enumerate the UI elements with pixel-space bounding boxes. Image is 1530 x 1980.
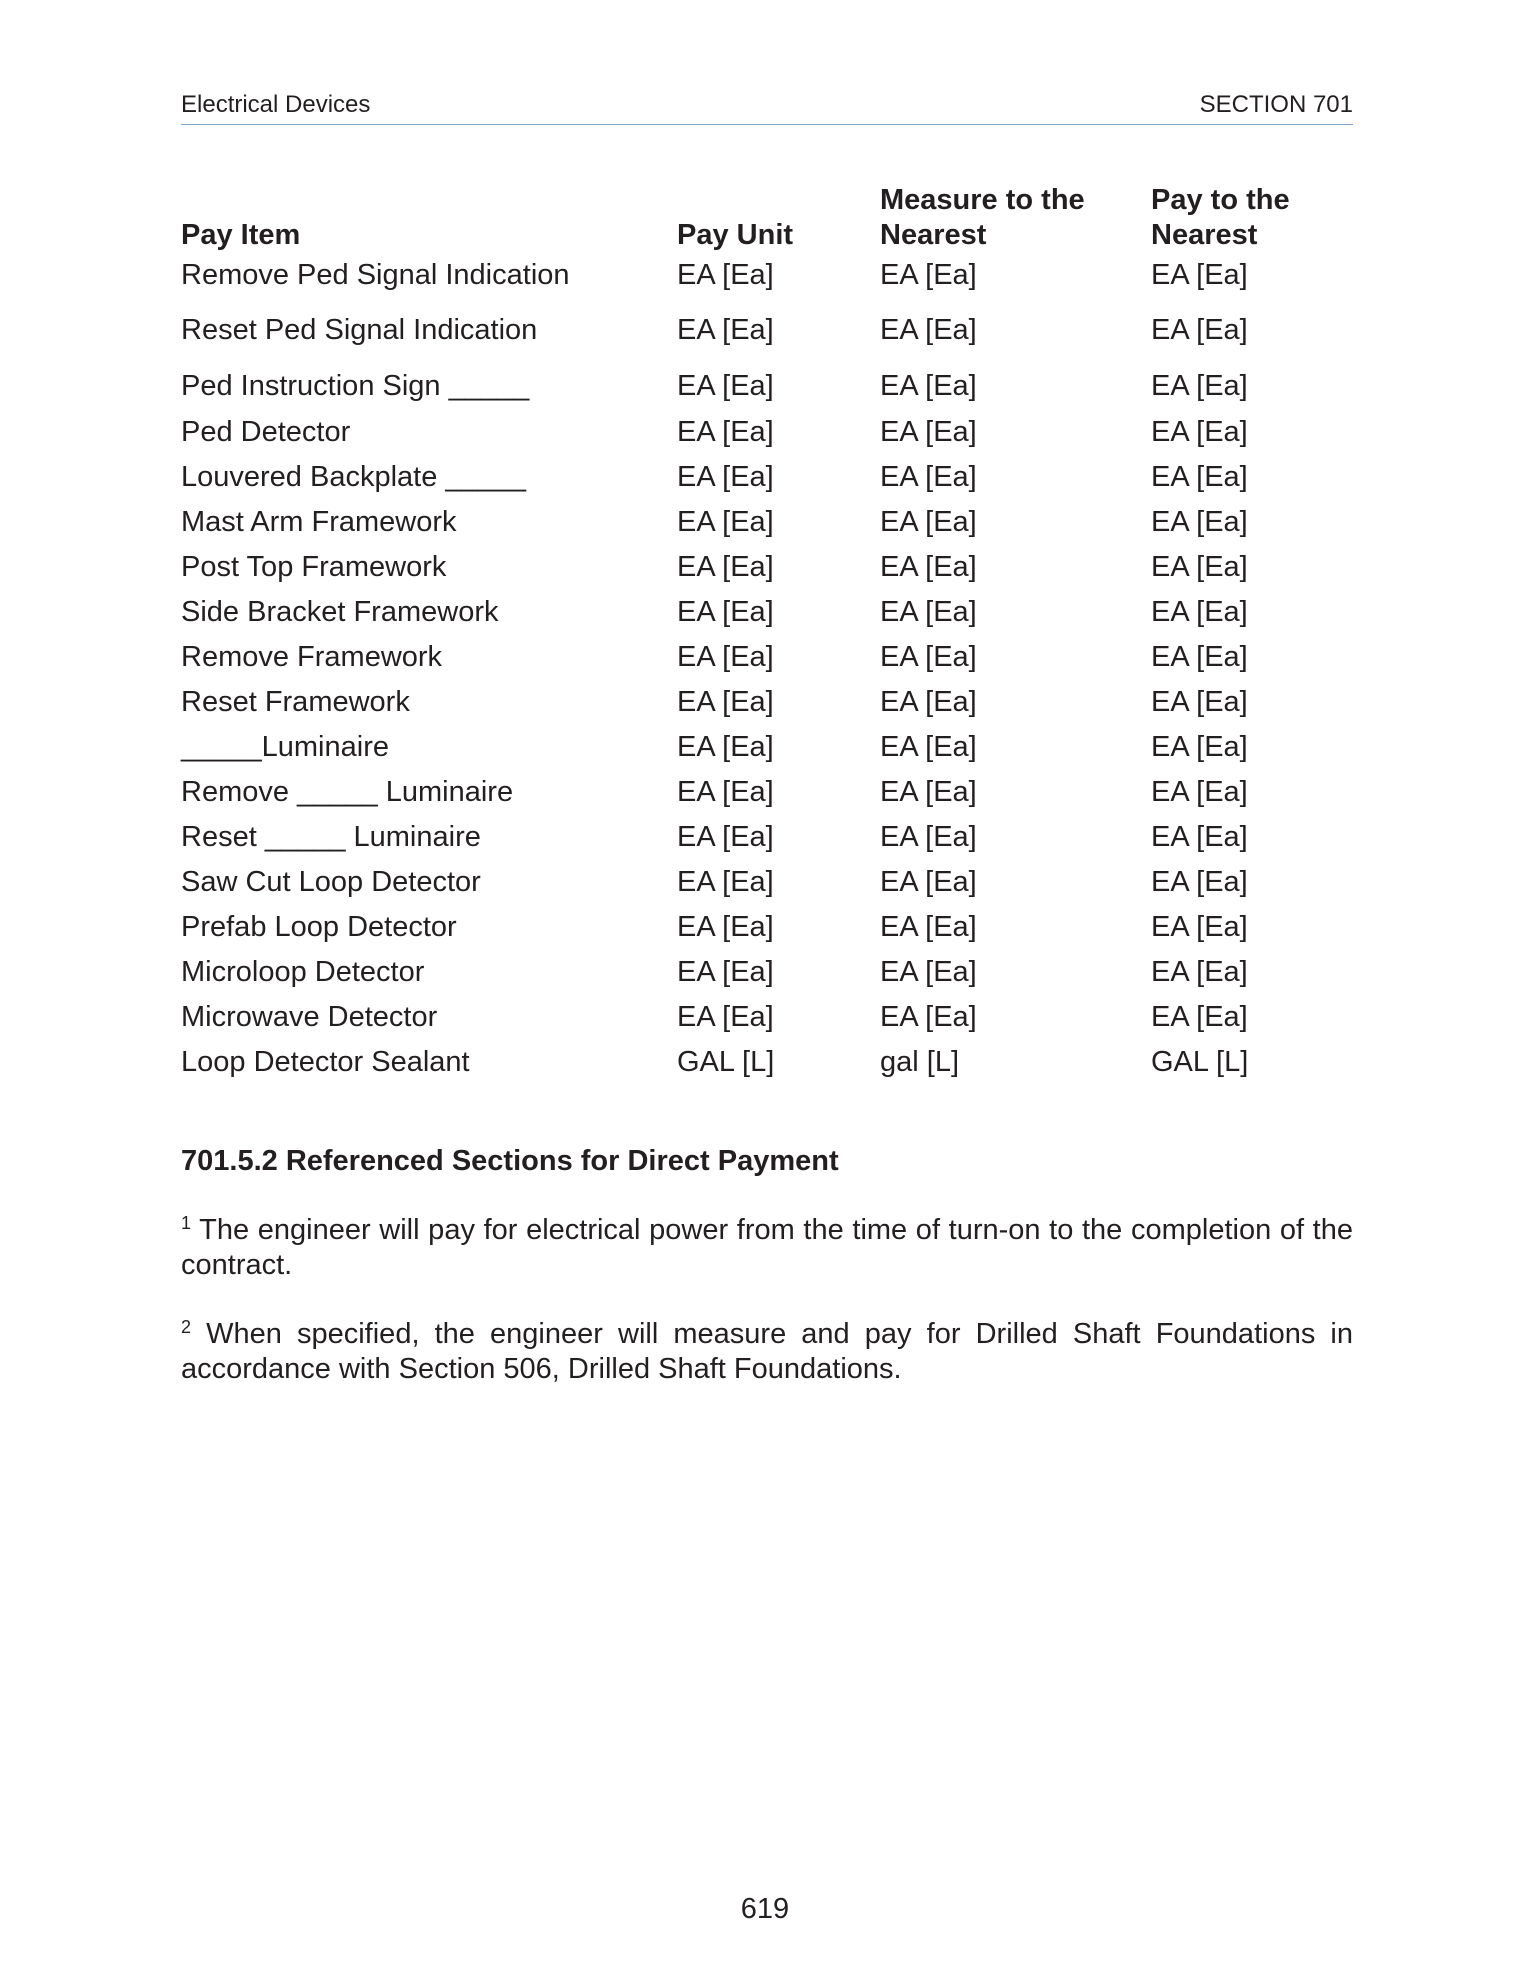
pay-item-table [181,178,1353,1085]
cell-pay-item: Reset Framework [181,686,410,718]
table-row [181,905,1353,950]
cell-pay-unit: EA [Ea] [677,956,774,988]
cell-pay-unit: GAL [L] [677,1046,775,1078]
section-heading: 701.5.2 Referenced Sections for Direct Payment [181,1145,839,1177]
cell-pay-unit: EA [Ea] [677,416,774,448]
cell-pay: EA [Ea] [1151,1001,1248,1033]
footnote-2 [181,1317,1353,1387]
footnote-marker: 2 [181,1317,192,1337]
cell-measure: EA [Ea] [880,596,977,628]
cell-pay-unit: EA [Ea] [677,641,774,673]
table-row [181,455,1353,500]
footnote-1 [181,1213,1353,1283]
cell-pay-item: Mast Arm Framework [181,506,457,538]
cell-pay-item: Ped Instruction Sign _____ [181,370,530,402]
cell-pay-item: Remove _____ Luminaire [181,776,514,808]
cell-pay: EA [Ea] [1151,866,1248,898]
table-row [181,815,1353,860]
table-row [181,995,1353,1040]
table-row [181,500,1353,545]
footnote-marker: 1 [181,1213,192,1233]
table-row [181,725,1353,770]
cell-pay: EA [Ea] [1151,956,1248,988]
table-row [181,253,1353,308]
column-header-pay-unit: Pay Unit [677,219,794,251]
cell-measure: EA [Ea] [880,956,977,988]
table-row [181,860,1353,905]
table-row [181,364,1353,410]
table-row [181,410,1353,455]
cell-pay-unit: EA [Ea] [677,821,774,853]
cell-pay: EA [Ea] [1151,776,1248,808]
cell-pay-unit: EA [Ea] [677,776,774,808]
cell-pay: EA [Ea] [1151,596,1248,628]
cell-measure: EA [Ea] [880,506,977,538]
cell-pay: EA [Ea] [1151,461,1248,493]
cell-pay-unit: EA [Ea] [677,370,774,402]
cell-pay: EA [Ea] [1151,551,1248,583]
cell-pay: EA [Ea] [1151,506,1248,538]
cell-pay-item: Post Top Framework [181,551,447,583]
table-row [181,545,1353,590]
cell-measure: EA [Ea] [880,416,977,448]
cell-measure: EA [Ea] [880,1001,977,1033]
table-body [181,253,1353,1085]
cell-pay: GAL [L] [1151,1046,1249,1078]
footnote-text: When specified, the engineer will measure and pay for Drilled Shaft Foundations in accordance with Section 506, Drilled Shaft Foundations. [181,1318,1353,1385]
cell-measure: gal [L] [880,1046,959,1078]
cell-pay-unit: EA [Ea] [677,866,774,898]
page-number: 619 [740,1893,790,1925]
cell-pay: EA [Ea] [1151,731,1248,763]
table-row [181,590,1353,635]
cell-pay-item: Loop Detector Sealant [181,1046,470,1078]
page-header [181,88,1353,125]
cell-measure: EA [Ea] [880,866,977,898]
cell-pay-item: Prefab Loop Detector [181,911,457,943]
cell-pay: EA [Ea] [1151,416,1248,448]
cell-pay-unit: EA [Ea] [677,551,774,583]
table-row [181,1040,1353,1085]
cell-measure: EA [Ea] [880,686,977,718]
cell-pay-item: Remove Framework [181,641,443,673]
header-title: Electrical Devices [181,91,371,118]
table-row [181,635,1353,680]
column-header-measure: Measure to the Nearest [880,184,1085,251]
cell-pay: EA [Ea] [1151,314,1248,346]
cell-pay: EA [Ea] [1151,911,1248,943]
cell-pay: EA [Ea] [1151,259,1248,291]
cell-pay-unit: EA [Ea] [677,731,774,763]
cell-pay-unit: EA [Ea] [677,461,774,493]
cell-measure: EA [Ea] [880,461,977,493]
cell-pay-unit: EA [Ea] [677,259,774,291]
table-row [181,950,1353,995]
cell-measure: EA [Ea] [880,259,977,291]
cell-pay-item: Saw Cut Loop Detector [181,866,481,898]
header-section: SECTION 701 [1199,91,1353,118]
cell-pay-unit: EA [Ea] [677,314,774,346]
cell-measure: EA [Ea] [880,551,977,583]
cell-measure: EA [Ea] [880,314,977,346]
cell-pay-unit: EA [Ea] [677,911,774,943]
cell-pay-item: Remove Ped Signal Indication [181,259,570,291]
table-row [181,308,1353,364]
column-header-pay-item: Pay Item [181,219,301,251]
column-header-pay: Pay to the Nearest [1151,184,1290,251]
cell-measure: EA [Ea] [880,370,977,402]
cell-pay: EA [Ea] [1151,686,1248,718]
cell-pay-unit: EA [Ea] [677,686,774,718]
cell-pay-item: Reset _____ Luminaire [181,821,481,853]
cell-measure: EA [Ea] [880,821,977,853]
footnote-text: The engineer will pay for electrical power from the time of turn-on to the completion of the contract. [181,1214,1353,1281]
cell-measure: EA [Ea] [880,731,977,763]
cell-pay-unit: EA [Ea] [677,1001,774,1033]
cell-pay-item: Microloop Detector [181,956,425,988]
cell-pay: EA [Ea] [1151,641,1248,673]
cell-pay-item: Ped Detector [181,416,351,448]
cell-pay-item: Reset Ped Signal Indication [181,314,538,346]
cell-pay-unit: EA [Ea] [677,596,774,628]
cell-measure: EA [Ea] [880,641,977,673]
cell-pay-item: Louvered Backplate _____ [181,461,527,493]
cell-pay-unit: EA [Ea] [677,506,774,538]
cell-measure: EA [Ea] [880,911,977,943]
cell-measure: EA [Ea] [880,776,977,808]
cell-pay-item: Microwave Detector [181,1001,438,1033]
table-row [181,770,1353,815]
cell-pay-item: Side Bracket Framework [181,596,499,628]
table-header-row [181,178,1353,253]
cell-pay: EA [Ea] [1151,370,1248,402]
cell-pay-item: _____Luminaire [181,731,389,763]
cell-pay: EA [Ea] [1151,821,1248,853]
table-row [181,680,1353,725]
